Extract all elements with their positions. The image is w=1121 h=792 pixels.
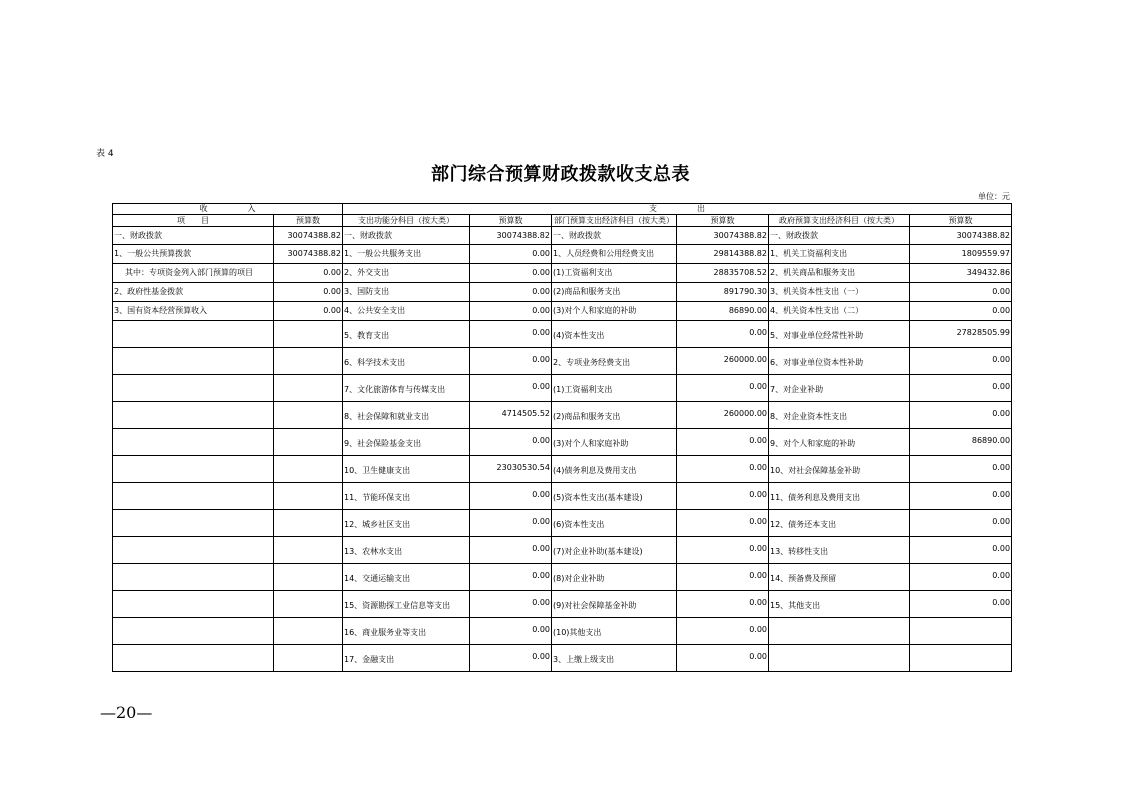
table-row bbox=[113, 429, 1012, 456]
item-cell: 15、其他支出 bbox=[769, 591, 910, 618]
header-group-row bbox=[113, 204, 1012, 215]
page-title: 部门综合预算财政拨款收支总表 bbox=[431, 164, 690, 185]
table-row bbox=[113, 283, 1012, 302]
amount-cell: 0.00 bbox=[470, 302, 552, 321]
amount-cell: 0.00 bbox=[910, 537, 1012, 564]
table-row bbox=[113, 227, 1012, 245]
table-row bbox=[113, 564, 1012, 591]
expense-header: 支 出 bbox=[343, 204, 1012, 215]
item-cell: 17、金融支出 bbox=[343, 645, 470, 672]
item-cell: (3)对个人和家庭的补助 bbox=[552, 302, 677, 321]
item-cell bbox=[113, 537, 274, 564]
table-row bbox=[113, 321, 1012, 348]
amount-cell: 0.00 bbox=[470, 564, 552, 591]
item-cell bbox=[113, 591, 274, 618]
item-cell: 14、预备费及预留 bbox=[769, 564, 910, 591]
item-cell: 一、财政拨款 bbox=[769, 227, 910, 245]
amount-cell: 0.00 bbox=[470, 264, 552, 283]
item-cell bbox=[113, 429, 274, 456]
item-cell: 4、公共安全支出 bbox=[343, 302, 470, 321]
amount-cell: 1809559.97 bbox=[910, 245, 1012, 264]
amount-cell: 0.00 bbox=[470, 245, 552, 264]
item-cell bbox=[113, 348, 274, 375]
item-cell: 9、社会保险基金支出 bbox=[343, 429, 470, 456]
item-cell: (9)对社会保障基金补助 bbox=[552, 591, 677, 618]
col-header: 预算数 bbox=[910, 215, 1012, 227]
amount-cell: 4714505.52 bbox=[470, 402, 552, 429]
item-cell: 其中：专项资金列入部门预算的项目 bbox=[113, 264, 274, 283]
amount-cell: 0.00 bbox=[910, 456, 1012, 483]
item-cell: 16、商业服务业等支出 bbox=[343, 618, 470, 645]
amount-cell bbox=[910, 618, 1012, 645]
item-cell: 3、国有资本经营预算收入 bbox=[113, 302, 274, 321]
item-cell: 13、转移性支出 bbox=[769, 537, 910, 564]
col-header: 预算数 bbox=[677, 215, 769, 227]
amount-cell: 0.00 bbox=[910, 375, 1012, 402]
amount-cell bbox=[274, 483, 343, 510]
item-cell: 一、财政拨款 bbox=[343, 227, 470, 245]
item-cell: (7)对企业补助(基本建设) bbox=[552, 537, 677, 564]
item-cell: 6、对事业单位资本性补助 bbox=[769, 348, 910, 375]
table-row bbox=[113, 537, 1012, 564]
item-cell: 2、外交支出 bbox=[343, 264, 470, 283]
item-cell bbox=[113, 564, 274, 591]
item-cell: 4、机关资本性支出（二） bbox=[769, 302, 910, 321]
item-cell: 5、教育支出 bbox=[343, 321, 470, 348]
amount-cell: 30074388.82 bbox=[910, 227, 1012, 245]
table-row bbox=[113, 302, 1012, 321]
amount-cell: 86890.00 bbox=[677, 302, 769, 321]
amount-cell: 0.00 bbox=[274, 283, 343, 302]
item-cell: 1、一般公共服务支出 bbox=[343, 245, 470, 264]
item-cell: 13、农林水支出 bbox=[343, 537, 470, 564]
amount-cell: 0.00 bbox=[470, 510, 552, 537]
amount-cell: 349432.86 bbox=[910, 264, 1012, 283]
col-header: 预算数 bbox=[274, 215, 343, 227]
amount-cell bbox=[274, 564, 343, 591]
item-cell: 7、对企业补助 bbox=[769, 375, 910, 402]
col-header: 项 目 bbox=[113, 215, 274, 227]
amount-cell: 0.00 bbox=[677, 537, 769, 564]
table-row bbox=[113, 645, 1012, 672]
item-cell: 2、专项业务经费支出 bbox=[552, 348, 677, 375]
amount-cell: 0.00 bbox=[470, 591, 552, 618]
amount-cell: 0.00 bbox=[910, 402, 1012, 429]
table-row bbox=[113, 591, 1012, 618]
item-cell bbox=[113, 645, 274, 672]
amount-cell: 0.00 bbox=[470, 618, 552, 645]
amount-cell: 30074388.82 bbox=[274, 227, 343, 245]
item-cell: 6、科学技术支出 bbox=[343, 348, 470, 375]
item-cell: (8)对企业补助 bbox=[552, 564, 677, 591]
amount-cell: 0.00 bbox=[677, 321, 769, 348]
amount-cell: 0.00 bbox=[910, 564, 1012, 591]
item-cell: (2)商品和服务支出 bbox=[552, 402, 677, 429]
item-cell: (1)工资福利支出 bbox=[552, 264, 677, 283]
amount-cell: 0.00 bbox=[470, 348, 552, 375]
amount-cell bbox=[274, 375, 343, 402]
amount-cell: 0.00 bbox=[470, 645, 552, 672]
item-cell: 5、对事业单位经常性补助 bbox=[769, 321, 910, 348]
item-cell: 8、社会保障和就业支出 bbox=[343, 402, 470, 429]
amount-cell: 0.00 bbox=[470, 321, 552, 348]
item-cell: (6)资本性支出 bbox=[552, 510, 677, 537]
amount-cell bbox=[274, 402, 343, 429]
amount-cell: 260000.00 bbox=[677, 348, 769, 375]
amount-cell: 0.00 bbox=[470, 375, 552, 402]
item-cell bbox=[113, 375, 274, 402]
item-cell: 3、机关资本性支出（一） bbox=[769, 283, 910, 302]
amount-cell: 0.00 bbox=[274, 302, 343, 321]
item-cell: (4)债务利息及费用支出 bbox=[552, 456, 677, 483]
amount-cell: 0.00 bbox=[910, 348, 1012, 375]
item-cell: 一、财政拨款 bbox=[113, 227, 274, 245]
amount-cell: 0.00 bbox=[677, 510, 769, 537]
amount-cell bbox=[274, 456, 343, 483]
item-cell: 9、对个人和家庭的补助 bbox=[769, 429, 910, 456]
table-row bbox=[113, 618, 1012, 645]
amount-cell bbox=[274, 537, 343, 564]
item-cell: 1、一般公共预算拨款 bbox=[113, 245, 274, 264]
amount-cell: 0.00 bbox=[910, 283, 1012, 302]
page-number: —20— bbox=[100, 703, 153, 722]
item-cell: (1)工资福利支出 bbox=[552, 375, 677, 402]
table-row bbox=[113, 375, 1012, 402]
amount-cell bbox=[274, 348, 343, 375]
amount-cell: 30074388.82 bbox=[677, 227, 769, 245]
item-cell: 10、对社会保障基金补助 bbox=[769, 456, 910, 483]
item-cell: 7、文化旅游体育与传媒支出 bbox=[343, 375, 470, 402]
col-header: 预算数 bbox=[470, 215, 552, 227]
amount-cell: 28835708.52 bbox=[677, 264, 769, 283]
item-cell bbox=[113, 321, 274, 348]
item-cell bbox=[113, 510, 274, 537]
amount-cell: 0.00 bbox=[274, 264, 343, 283]
amount-cell bbox=[274, 429, 343, 456]
amount-cell: 0.00 bbox=[677, 429, 769, 456]
amount-cell bbox=[274, 645, 343, 672]
col-header: 部门预算支出经济科目（按大类） bbox=[552, 215, 677, 227]
amount-cell: 30074388.82 bbox=[274, 245, 343, 264]
item-cell: 12、城乡社区支出 bbox=[343, 510, 470, 537]
amount-cell bbox=[274, 510, 343, 537]
amount-cell: 0.00 bbox=[470, 283, 552, 302]
amount-cell: 0.00 bbox=[677, 483, 769, 510]
item-cell: 10、卫生健康支出 bbox=[343, 456, 470, 483]
item-cell: 14、交通运输支出 bbox=[343, 564, 470, 591]
item-cell bbox=[769, 618, 910, 645]
item-cell: 12、债务还本支出 bbox=[769, 510, 910, 537]
amount-cell: 0.00 bbox=[470, 537, 552, 564]
table-row bbox=[113, 456, 1012, 483]
amount-cell: 0.00 bbox=[910, 483, 1012, 510]
column-header-row bbox=[113, 215, 1012, 227]
item-cell: 1、人员经费和公用经费支出 bbox=[552, 245, 677, 264]
amount-cell: 0.00 bbox=[470, 483, 552, 510]
amount-cell: 0.00 bbox=[910, 591, 1012, 618]
table-row bbox=[113, 510, 1012, 537]
amount-cell: 0.00 bbox=[677, 645, 769, 672]
table-tag: 表 4 bbox=[96, 149, 114, 159]
income-header: 收 入 bbox=[113, 204, 343, 215]
item-cell: 11、节能环保支出 bbox=[343, 483, 470, 510]
table-row bbox=[113, 483, 1012, 510]
amount-cell: 0.00 bbox=[677, 564, 769, 591]
col-header: 政府预算支出经济科目（按大类） bbox=[769, 215, 910, 227]
item-cell: 3、上缴上级支出 bbox=[552, 645, 677, 672]
amount-cell bbox=[274, 591, 343, 618]
item-cell: 一、财政拨款 bbox=[552, 227, 677, 245]
table-row bbox=[113, 348, 1012, 375]
item-cell bbox=[113, 402, 274, 429]
item-cell: (2)商品和服务支出 bbox=[552, 283, 677, 302]
amount-cell: 0.00 bbox=[677, 618, 769, 645]
item-cell: (3)对个人和家庭补助 bbox=[552, 429, 677, 456]
amount-cell: 23030530.54 bbox=[470, 456, 552, 483]
amount-cell: 29814388.82 bbox=[677, 245, 769, 264]
table-row bbox=[113, 245, 1012, 264]
amount-cell bbox=[274, 321, 343, 348]
amount-cell: 86890.00 bbox=[910, 429, 1012, 456]
item-cell bbox=[113, 456, 274, 483]
amount-cell: 260000.00 bbox=[677, 402, 769, 429]
amount-cell: 0.00 bbox=[677, 456, 769, 483]
table-row bbox=[113, 264, 1012, 283]
amount-cell bbox=[910, 645, 1012, 672]
amount-cell: 891790.30 bbox=[677, 283, 769, 302]
item-cell: 1、机关工资福利支出 bbox=[769, 245, 910, 264]
item-cell: 11、债务利息及费用支出 bbox=[769, 483, 910, 510]
item-cell: 2、政府性基金拨款 bbox=[113, 283, 274, 302]
item-cell: (5)资本性支出(基本建设) bbox=[552, 483, 677, 510]
item-cell bbox=[113, 483, 274, 510]
table-row bbox=[113, 402, 1012, 429]
amount-cell: 0.00 bbox=[470, 429, 552, 456]
item-cell: 8、对企业资本性支出 bbox=[769, 402, 910, 429]
unit-label: 单位：元 bbox=[978, 192, 1010, 201]
amount-cell: 27828505.99 bbox=[910, 321, 1012, 348]
item-cell: 2、机关商品和服务支出 bbox=[769, 264, 910, 283]
budget-table bbox=[112, 203, 1012, 672]
amount-cell: 0.00 bbox=[677, 375, 769, 402]
amount-cell bbox=[274, 618, 343, 645]
item-cell: 15、资源勘探工业信息等支出 bbox=[343, 591, 470, 618]
item-cell: 3、国防支出 bbox=[343, 283, 470, 302]
amount-cell: 0.00 bbox=[677, 591, 769, 618]
amount-cell: 30074388.82 bbox=[470, 227, 552, 245]
item-cell: (10)其他支出 bbox=[552, 618, 677, 645]
item-cell bbox=[113, 618, 274, 645]
amount-cell: 0.00 bbox=[910, 510, 1012, 537]
col-header: 支出功能分科目（按大类） bbox=[343, 215, 470, 227]
item-cell bbox=[769, 645, 910, 672]
item-cell: (4)资本性支出 bbox=[552, 321, 677, 348]
amount-cell: 0.00 bbox=[910, 302, 1012, 321]
